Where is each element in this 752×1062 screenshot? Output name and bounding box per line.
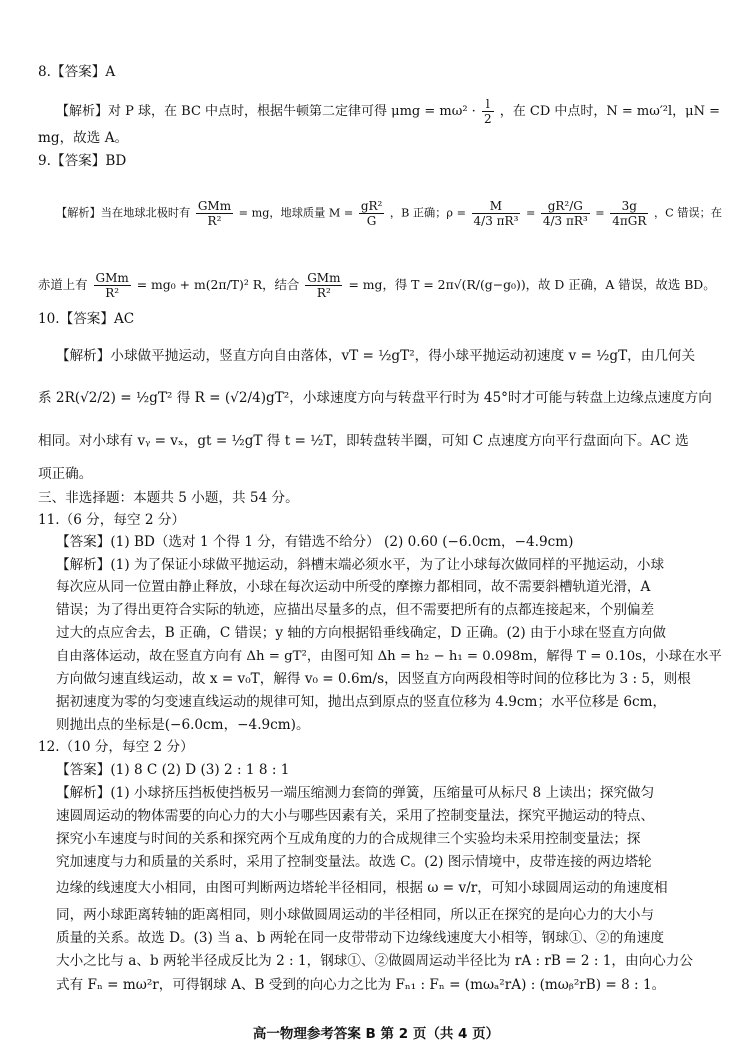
fraction-l-over-2 bbox=[482, 98, 494, 125]
frac-den: R² bbox=[207, 214, 222, 228]
q10-line-3: 相同。对小球有 vᵧ = vₓ，gt = ½gT 得 t = ½T，即转盘转半圈，可知 C 点速度方向平行盘面向下。AC 选 bbox=[38, 433, 689, 449]
q12-line: 质量的关系。故选 D。(3) 当 a、b 两轮在同一皮带带动下边缘线速度大小相等，钢球①、②的角速度 bbox=[56, 930, 664, 946]
q11-line: 据初速度为零的匀变速直线运动的规律可知，抛出点到原点的竖直位移为 4.9cm；水平位移是 6cm， bbox=[56, 694, 667, 710]
q8-exp-b: ，在 CD 中点时，N = mω′²l，μN = bbox=[499, 104, 720, 119]
q9-exp-d: = bbox=[525, 206, 536, 220]
q11-line: 则抛出点的坐标是(−6.0cm，−4.9cm)。 bbox=[56, 717, 310, 733]
q9-explanation-line-1 bbox=[56, 200, 722, 227]
frac-den: R² bbox=[316, 286, 331, 300]
q9-exp2-c: = mg，得 T = 2π√(R/(g−g₀))，故 D 正确，A 错误，故选 BD。 bbox=[348, 277, 716, 292]
section-3-heading: 三、非选择题：本题共 5 小题，共 54 分。 bbox=[38, 490, 299, 506]
q9-exp-f: ，C 错误；在 bbox=[653, 206, 723, 220]
frac-num: gR²/G bbox=[541, 200, 590, 214]
frac-num: GMm bbox=[95, 271, 129, 285]
q11-line: 错误；为了得出更符合实际的轨迹，应描出尽量多的点，但不需要把所有的点都连接起来，个别偏差 bbox=[56, 602, 655, 618]
q10-answer: 10.【答案】AC bbox=[38, 311, 135, 327]
fraction-gr2-g bbox=[359, 200, 385, 227]
q12-line: 【解析】(1) 小球挤压挡板使挡板另一端压缩测力套筒的弹簧，压缩量可从标尺 8 上读出；探究做匀 bbox=[56, 785, 655, 801]
q11-line: 【解析】(1) 为了保证小球做平抛运动，斜槽末端必须水平，为了让小球每次做同样的平抛运动，小球 bbox=[56, 557, 665, 573]
frac-num: 3g bbox=[610, 200, 648, 214]
frac-den: G bbox=[366, 214, 377, 228]
frac-den: 2 bbox=[483, 112, 492, 126]
q12-line: 式有 Fₙ = mω²r，可得钢球 A、B 受到的向心力之比为 Fₙ₁ : Fₙ = (mωₐ²rA) : (mωᵦ²rB) = 8 : 1。 bbox=[56, 977, 666, 993]
page-footer: 高一物理参考答案 B 第 2 页（共 4 页） bbox=[252, 1026, 500, 1042]
fraction-gmm-r2-c bbox=[305, 272, 342, 299]
q8-explanation-line-2: mg，故选 A。 bbox=[38, 130, 129, 146]
frac-den: R² bbox=[105, 286, 120, 300]
q9-exp-b: = mg，地球质量 M = bbox=[238, 206, 354, 220]
q12-line: 探究小车速度与时间的关系和探究两个互成角度的力的合成规律三个实验均未采用控制变量法；探 bbox=[56, 831, 641, 847]
frac-num: gR² bbox=[360, 199, 383, 213]
q9-exp-e: = bbox=[595, 206, 605, 220]
q12-answer: 【答案】(1) 8 C (2) D (3) 2 : 1 8 : 1 bbox=[56, 762, 290, 778]
q11-heading: 11.（6 分，每空 2 分） bbox=[38, 512, 186, 528]
q12-line: 大小之比与 a、b 两轮半径成反比为 2 : 1，钢球①、②做圆周运动半径比为 rA : rB = 2 : 1，由向心力公 bbox=[56, 953, 693, 969]
frac-num: GMm bbox=[197, 199, 232, 213]
frac-den: 4πGR bbox=[612, 214, 647, 228]
q10-line-2: 系 2R(√2/2) = ½gT² 得 R = (√2/4)gT²，小球速度方向与转盘平行时为 45°时才可能与转盘上边缘点速度方向 bbox=[38, 390, 712, 406]
q12-line: 边缘的线速度大小相同，由图可判断两边塔轮半径相同，根据 ω = v/r，可知小球圆周运动的角速度相 bbox=[56, 880, 668, 896]
q9-answer: 9.【答案】BD bbox=[38, 153, 127, 169]
q9-exp-c: ，B 正确；ρ = bbox=[389, 206, 466, 220]
fraction-3g bbox=[610, 200, 648, 227]
fraction-gmm-r2 bbox=[196, 200, 233, 227]
q9-explanation-line-2 bbox=[38, 272, 716, 299]
q9-exp2-a: 赤道上有 bbox=[38, 277, 88, 292]
q9-exp2-b: = mg₀ + m(2π/T)² R，结合 bbox=[136, 277, 300, 292]
q8-exp-a: 【解析】对 P 球，在 BC 中点时，根据牛顿第二定律可得 μmg = mω² · bbox=[56, 104, 476, 119]
q11-line: 每次应从同一位置由静止释放，小球在每次运动中所受的摩擦力都相同，故不需要斜槽轨道光滑，A bbox=[56, 579, 651, 595]
q11-line: 方向做匀速直线运动，故 x = v₀T，解得 v₀ = 0.6m/s，因竖直方向两段相等时间的位移比为 3 : 5，则根 bbox=[56, 671, 691, 687]
q12-heading: 12.（10 分，每空 2 分） bbox=[38, 739, 194, 755]
fraction-m-volume bbox=[472, 200, 521, 227]
q12-line: 速圆周运动的物体需要的向心力的大小与哪些因素有关，采用了控制变量法，探究平抛运动的特点、 bbox=[56, 808, 655, 824]
q11-line: 过大的点应舍去，B 正确，C 错误；y 轴的方向根据铅垂线确定，D 正确。(2) 由于小球在竖直方向做 bbox=[56, 625, 666, 641]
frac-num: M bbox=[472, 200, 521, 214]
fraction-gr2g-volume bbox=[541, 200, 590, 227]
fraction-gmm-r2-b bbox=[94, 272, 131, 299]
q12-line: 同，两小球距离转轴的距离相同，则小球做圆周运动的半径相同，所以正在探究的是向心力的大小与 bbox=[56, 907, 655, 923]
q11-line: 自由落体运动，故在竖直方向有 Δh = gT²，由图可知 Δh = h₂ − h₁ = 0.098m，解得 T = 0.10s，小球在水平 bbox=[56, 649, 722, 664]
q8-answer: 8.【答案】A bbox=[38, 64, 116, 80]
q9-exp-a: 【解析】当在地球北极时有 bbox=[56, 206, 191, 220]
q10-line-4: 项正确。 bbox=[38, 466, 93, 482]
q11-answer: 【答案】(1) BD（选对 1 个得 1 分，有错选不给分） (2) 0.60 (−6.0cm，−4.9cm) bbox=[56, 534, 574, 550]
q8-explanation-line-1 bbox=[56, 98, 720, 125]
frac-num: GMm bbox=[307, 271, 341, 285]
q12-line: 究加速度与力和质量的关系时，采用了控制变量法。故选 C。(2) 图示情境中，皮带连接的两边塔轮 bbox=[56, 854, 652, 870]
frac-den: 4/3 πR³ bbox=[542, 214, 588, 228]
q10-line-1: 【解析】小球做平抛运动，竖直方向自由落体，vT = ½gT²，得小球平抛运动初速度 v = ½gT，由几何关 bbox=[56, 348, 696, 364]
frac-num: l bbox=[482, 98, 494, 112]
frac-den: 4/3 πR³ bbox=[473, 214, 519, 228]
